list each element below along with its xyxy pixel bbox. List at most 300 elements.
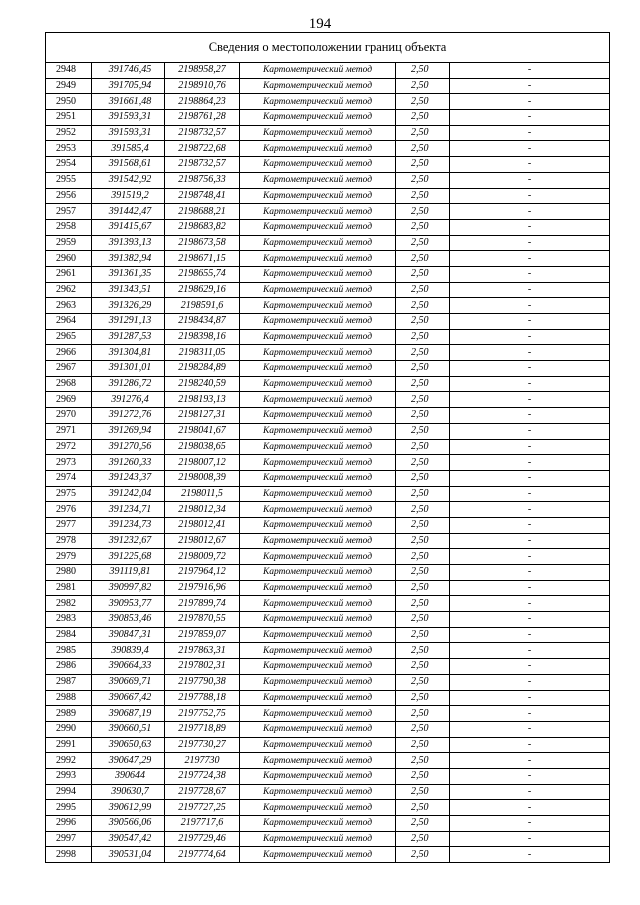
point-number-cell: 2958 [46,219,92,235]
boundary-coordinates-sheet [45,32,609,863]
precision-cell: 2,50 [396,517,450,533]
y-coordinate-cell: 2198591,6 [165,298,240,314]
method-cell: Картометрический метод [240,219,396,235]
table-row [46,204,610,220]
precision-cell: 2,50 [396,204,450,220]
method-cell: Картометрический метод [240,251,396,267]
point-number-cell: 2967 [46,361,92,377]
description-cell: - [450,737,610,753]
table-row [46,251,610,267]
method-cell: Картометрический метод [240,486,396,502]
method-cell: Картометрический метод [240,800,396,816]
y-coordinate-cell: 2197870,55 [165,612,240,628]
table-row [46,408,610,424]
table-row [46,784,610,800]
y-coordinate-cell: 2198683,82 [165,219,240,235]
table-row [46,94,610,110]
description-cell: - [450,831,610,847]
description-cell: - [450,596,610,612]
description-cell: - [450,157,610,173]
y-coordinate-cell: 2197788,18 [165,690,240,706]
description-cell: - [450,188,610,204]
description-cell: - [450,502,610,518]
precision-cell: 2,50 [396,690,450,706]
x-coordinate-cell: 390953,77 [92,596,165,612]
method-cell: Картометрический метод [240,502,396,518]
method-cell: Картометрический метод [240,831,396,847]
table-row [46,188,610,204]
y-coordinate-cell: 2197730 [165,753,240,769]
description-cell: - [450,361,610,377]
y-coordinate-cell: 2197802,31 [165,659,240,675]
y-coordinate-cell: 2198240,59 [165,376,240,392]
y-coordinate-cell: 2197790,38 [165,674,240,690]
method-cell: Картометрический метод [240,439,396,455]
point-number-cell: 2974 [46,470,92,486]
point-number-cell: 2970 [46,408,92,424]
x-coordinate-cell: 391593,31 [92,110,165,126]
precision-cell: 2,50 [396,470,450,486]
y-coordinate-cell: 2198671,15 [165,251,240,267]
point-number-cell: 2971 [46,423,92,439]
table-row [46,392,610,408]
method-cell: Картометрический метод [240,141,396,157]
method-cell: Картометрический метод [240,423,396,439]
precision-cell: 2,50 [396,361,450,377]
y-coordinate-cell: 2197916,96 [165,580,240,596]
point-number-cell: 2957 [46,204,92,220]
precision-cell: 2,50 [396,502,450,518]
precision-cell: 2,50 [396,110,450,126]
precision-cell: 2,50 [396,831,450,847]
table-row [46,753,610,769]
y-coordinate-cell: 2198007,12 [165,455,240,471]
description-cell: - [450,329,610,345]
x-coordinate-cell: 391301,01 [92,361,165,377]
y-coordinate-cell: 2198673,58 [165,235,240,251]
table-row [46,219,610,235]
point-number-cell: 2995 [46,800,92,816]
x-coordinate-cell: 391382,94 [92,251,165,267]
table-row [46,266,610,282]
precision-cell: 2,50 [396,753,450,769]
precision-cell: 2,50 [396,486,450,502]
description-cell: - [450,314,610,330]
point-number-cell: 2973 [46,455,92,471]
precision-cell: 2,50 [396,157,450,173]
description-cell: - [450,63,610,79]
x-coordinate-cell: 391393,13 [92,235,165,251]
table-row [46,157,610,173]
precision-cell: 2,50 [396,533,450,549]
x-coordinate-cell: 390612,99 [92,800,165,816]
x-coordinate-cell: 391269,94 [92,423,165,439]
table-row [46,643,610,659]
description-cell: - [450,486,610,502]
description-cell: - [450,565,610,581]
description-cell: - [450,345,610,361]
table-row [46,674,610,690]
method-cell: Картометрический метод [240,94,396,110]
method-cell: Картометрический метод [240,408,396,424]
table-row [46,768,610,784]
method-cell: Картометрический метод [240,282,396,298]
y-coordinate-cell: 2198732,57 [165,157,240,173]
x-coordinate-cell: 390687,19 [92,706,165,722]
method-cell: Картометрический метод [240,157,396,173]
y-coordinate-cell: 2198434,87 [165,314,240,330]
description-cell: - [450,690,610,706]
precision-cell: 2,50 [396,816,450,832]
method-cell: Картометрический метод [240,721,396,737]
description-cell: - [450,721,610,737]
point-number-cell: 2955 [46,172,92,188]
method-cell: Картометрический метод [240,470,396,486]
table-row [46,549,610,565]
point-number-cell: 2987 [46,674,92,690]
point-number-cell: 2965 [46,329,92,345]
point-number-cell: 2981 [46,580,92,596]
x-coordinate-cell: 390650,63 [92,737,165,753]
y-coordinate-cell: 2198011,5 [165,486,240,502]
page-number: 194 [308,16,332,32]
description-cell: - [450,455,610,471]
description-cell: - [450,517,610,533]
precision-cell: 2,50 [396,314,450,330]
table-row [46,533,610,549]
point-number-cell: 2982 [46,596,92,612]
x-coordinate-cell: 391542,92 [92,172,165,188]
y-coordinate-cell: 2198012,67 [165,533,240,549]
point-number-cell: 2986 [46,659,92,675]
x-coordinate-cell: 391225,68 [92,549,165,565]
y-coordinate-cell: 2197728,67 [165,784,240,800]
precision-cell: 2,50 [396,408,450,424]
table-row [46,502,610,518]
point-number-cell: 2990 [46,721,92,737]
y-coordinate-cell: 2198688,21 [165,204,240,220]
method-cell: Картометрический метод [240,63,396,79]
method-cell: Картометрический метод [240,361,396,377]
x-coordinate-cell: 391286,72 [92,376,165,392]
description-cell: - [450,376,610,392]
y-coordinate-cell: 2197964,12 [165,565,240,581]
y-coordinate-cell: 2197718,89 [165,721,240,737]
method-cell: Картометрический метод [240,706,396,722]
precision-cell: 2,50 [396,298,450,314]
x-coordinate-cell: 391326,29 [92,298,165,314]
y-coordinate-cell: 2198756,33 [165,172,240,188]
x-coordinate-cell: 391519,2 [92,188,165,204]
point-number-cell: 2997 [46,831,92,847]
x-coordinate-cell: 390669,71 [92,674,165,690]
method-cell: Картометрический метод [240,596,396,612]
method-cell: Картометрический метод [240,329,396,345]
y-coordinate-cell: 2198761,28 [165,110,240,126]
table-row [46,580,610,596]
y-coordinate-cell: 2197859,07 [165,627,240,643]
x-coordinate-cell: 390647,29 [92,753,165,769]
method-cell: Картометрический метод [240,784,396,800]
table-row [46,329,610,345]
description-cell: - [450,141,610,157]
precision-cell: 2,50 [396,721,450,737]
point-number-cell: 2950 [46,94,92,110]
boundary-coordinates-table [45,32,610,863]
description-cell: - [450,282,610,298]
method-cell: Картометрический метод [240,674,396,690]
precision-cell: 2,50 [396,784,450,800]
point-number-cell: 2968 [46,376,92,392]
precision-cell: 2,50 [396,423,450,439]
description-cell: - [450,627,610,643]
precision-cell: 2,50 [396,345,450,361]
point-number-cell: 2953 [46,141,92,157]
x-coordinate-cell: 391270,56 [92,439,165,455]
method-cell: Картометрический метод [240,847,396,863]
y-coordinate-cell: 2198958,27 [165,63,240,79]
x-coordinate-cell: 391585,4 [92,141,165,157]
method-cell: Картометрический метод [240,517,396,533]
x-coordinate-cell: 391361,35 [92,266,165,282]
x-coordinate-cell: 390664,33 [92,659,165,675]
x-coordinate-cell: 390667,42 [92,690,165,706]
description-cell: - [450,251,610,267]
precision-cell: 2,50 [396,659,450,675]
description-cell: - [450,94,610,110]
y-coordinate-cell: 2198398,16 [165,329,240,345]
description-cell: - [450,172,610,188]
description-cell: - [450,78,610,94]
y-coordinate-cell: 2198012,41 [165,517,240,533]
precision-cell: 2,50 [396,627,450,643]
precision-cell: 2,50 [396,188,450,204]
description-cell: - [450,659,610,675]
description-cell: - [450,408,610,424]
x-coordinate-cell: 391276,4 [92,392,165,408]
precision-cell: 2,50 [396,565,450,581]
x-coordinate-cell: 391568,61 [92,157,165,173]
y-coordinate-cell: 2198722,68 [165,141,240,157]
x-coordinate-cell: 390847,31 [92,627,165,643]
table-row [46,141,610,157]
y-coordinate-cell: 2197899,74 [165,596,240,612]
y-coordinate-cell: 2198284,89 [165,361,240,377]
description-cell: - [450,549,610,565]
table-row [46,831,610,847]
point-number-cell: 2983 [46,612,92,628]
method-cell: Картометрический метод [240,125,396,141]
description-cell: - [450,219,610,235]
table-row [46,110,610,126]
table-row [46,298,610,314]
point-number-cell: 2964 [46,314,92,330]
point-number-cell: 2978 [46,533,92,549]
x-coordinate-cell: 390547,42 [92,831,165,847]
precision-cell: 2,50 [396,706,450,722]
description-cell: - [450,612,610,628]
point-number-cell: 2948 [46,63,92,79]
table-row [46,63,610,79]
y-coordinate-cell: 2197730,27 [165,737,240,753]
section-title: Сведения о местоположении границ объекта [46,33,610,63]
method-cell: Картометрический метод [240,612,396,628]
y-coordinate-cell: 2197774,64 [165,847,240,863]
precision-cell: 2,50 [396,94,450,110]
x-coordinate-cell: 391119,81 [92,565,165,581]
method-cell: Картометрический метод [240,314,396,330]
method-cell: Картометрический метод [240,580,396,596]
table-row [46,235,610,251]
table-row [46,706,610,722]
x-coordinate-cell: 391343,51 [92,282,165,298]
y-coordinate-cell: 2198748,41 [165,188,240,204]
method-cell: Картометрический метод [240,627,396,643]
x-coordinate-cell: 390839,4 [92,643,165,659]
table-row [46,314,610,330]
description-cell: - [450,470,610,486]
table-row [46,816,610,832]
precision-cell: 2,50 [396,78,450,94]
table-row [46,361,610,377]
description-cell: - [450,110,610,126]
x-coordinate-cell: 391232,67 [92,533,165,549]
point-number-cell: 2977 [46,517,92,533]
point-number-cell: 2959 [46,235,92,251]
x-coordinate-cell: 391304,81 [92,345,165,361]
x-coordinate-cell: 391705,94 [92,78,165,94]
y-coordinate-cell: 2198910,76 [165,78,240,94]
precision-cell: 2,50 [396,768,450,784]
method-cell: Картометрический метод [240,204,396,220]
method-cell: Картометрический метод [240,110,396,126]
point-number-cell: 2952 [46,125,92,141]
precision-cell: 2,50 [396,63,450,79]
x-coordinate-cell: 390644 [92,768,165,784]
y-coordinate-cell: 2197863,31 [165,643,240,659]
point-number-cell: 2991 [46,737,92,753]
x-coordinate-cell: 391415,67 [92,219,165,235]
precision-cell: 2,50 [396,643,450,659]
point-number-cell: 2954 [46,157,92,173]
table-row [46,125,610,141]
method-cell: Картометрический метод [240,565,396,581]
table-row [46,690,610,706]
table-row [46,423,610,439]
precision-cell: 2,50 [396,125,450,141]
point-number-cell: 2993 [46,768,92,784]
x-coordinate-cell: 390660,51 [92,721,165,737]
x-coordinate-cell: 391242,04 [92,486,165,502]
method-cell: Картометрический метод [240,737,396,753]
description-cell: - [450,266,610,282]
point-number-cell: 2994 [46,784,92,800]
table-row [46,517,610,533]
y-coordinate-cell: 2198655,74 [165,266,240,282]
table-row [46,847,610,863]
table-row [46,612,610,628]
point-number-cell: 2961 [46,266,92,282]
method-cell: Картометрический метод [240,376,396,392]
y-coordinate-cell: 2197729,46 [165,831,240,847]
y-coordinate-cell: 2198009,72 [165,549,240,565]
y-coordinate-cell: 2197717,6 [165,816,240,832]
description-cell: - [450,816,610,832]
table-row [46,721,610,737]
x-coordinate-cell: 390853,46 [92,612,165,628]
method-cell: Картометрический метод [240,266,396,282]
x-coordinate-cell: 391746,45 [92,63,165,79]
method-cell: Картометрический метод [240,235,396,251]
method-cell: Картометрический метод [240,172,396,188]
method-cell: Картометрический метод [240,455,396,471]
precision-cell: 2,50 [396,737,450,753]
description-cell: - [450,439,610,455]
description-cell: - [450,674,610,690]
method-cell: Картометрический метод [240,753,396,769]
precision-cell: 2,50 [396,674,450,690]
y-coordinate-cell: 2198127,31 [165,408,240,424]
precision-cell: 2,50 [396,172,450,188]
x-coordinate-cell: 390630,7 [92,784,165,800]
y-coordinate-cell: 2197752,75 [165,706,240,722]
table-row [46,596,610,612]
x-coordinate-cell: 390531,04 [92,847,165,863]
y-coordinate-cell: 2198041,67 [165,423,240,439]
table-row [46,78,610,94]
table-row [46,486,610,502]
method-cell: Картометрический метод [240,298,396,314]
point-number-cell: 2998 [46,847,92,863]
description-cell: - [450,847,610,863]
x-coordinate-cell: 391272,76 [92,408,165,424]
table-header-row [46,33,610,63]
table-row [46,470,610,486]
x-coordinate-cell: 391234,71 [92,502,165,518]
precision-cell: 2,50 [396,392,450,408]
point-number-cell: 2985 [46,643,92,659]
point-number-cell: 2975 [46,486,92,502]
precision-cell: 2,50 [396,596,450,612]
x-coordinate-cell: 391287,53 [92,329,165,345]
x-coordinate-cell: 391234,73 [92,517,165,533]
table-row [46,282,610,298]
point-number-cell: 2962 [46,282,92,298]
x-coordinate-cell: 391243,37 [92,470,165,486]
point-number-cell: 2988 [46,690,92,706]
method-cell: Картометрический метод [240,768,396,784]
point-number-cell: 2956 [46,188,92,204]
method-cell: Картометрический метод [240,690,396,706]
precision-cell: 2,50 [396,219,450,235]
table-row [46,565,610,581]
table-row [46,800,610,816]
table-row [46,376,610,392]
description-cell: - [450,706,610,722]
method-cell: Картометрический метод [240,78,396,94]
y-coordinate-cell: 2198008,39 [165,470,240,486]
table-body [46,63,610,863]
point-number-cell: 2979 [46,549,92,565]
x-coordinate-cell: 390997,82 [92,580,165,596]
precision-cell: 2,50 [396,266,450,282]
point-number-cell: 2972 [46,439,92,455]
method-cell: Картометрический метод [240,392,396,408]
precision-cell: 2,50 [396,549,450,565]
precision-cell: 2,50 [396,235,450,251]
y-coordinate-cell: 2198629,16 [165,282,240,298]
y-coordinate-cell: 2198732,57 [165,125,240,141]
